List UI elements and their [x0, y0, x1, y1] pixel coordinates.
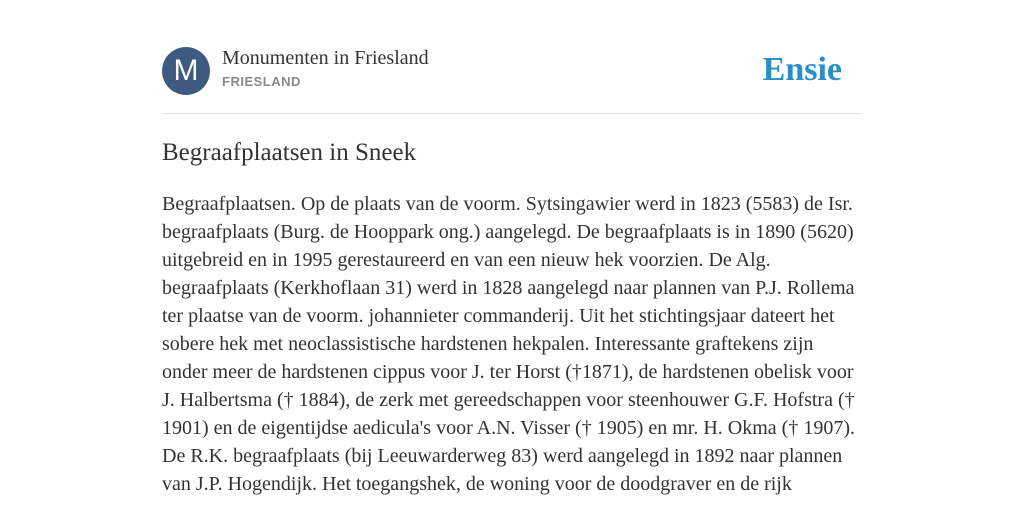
divider — [162, 113, 862, 114]
article-body: Begraafplaatsen. Op de plaats van de voorm. Sytsingawier werd in 1823 (5583) de Isr. begraafplaats (Burg. de Hooppark ong.) aangelegd. De begraafplaats is in 1890 (5620) uitgebreid en in 1995 gerestaureerd en van een nieuw hek voorzien. De Alg. begraafplaats (Kerkhoflaan 31) werd in 1828 aangelegd naar plannen van P.J. Rollema ter plaatse van de voorm. johannieter commanderij. Uit het stichtingsjaar dateert het sobere hek met neoclassistische hardstenen hekpalen. Interessante graftekens zijn onder meer de hardstenen cippus voor J. ter Horst (†1871), de hardstenen obelisk voor J. Halbertsma († 1884), de zerk met gereedschappen voor steenhouwer G.F. Hofstra († 1901) en de eigentijdse aedicula's voor A.N. Visser († 1905) en mr. H. Okma († 1907). De R.K. begraafplaats (bij Leeuwarderweg 83) werd aangelegd in 1892 naar plannen van J.P. Hogendijk. Het toegangshek, de woning voor de doodgraver en de rijk — [162, 193, 855, 495]
source-title[interactable]: Monumenten in Friesland — [222, 47, 429, 69]
source-header — [162, 46, 862, 96]
source-subtitle: FRIESLAND — [222, 74, 301, 89]
brand-logo[interactable]: Ensie — [762, 51, 842, 88]
avatar[interactable]: M — [162, 47, 210, 95]
article-title: Begraafplaatsen in Sneek — [162, 139, 417, 166]
